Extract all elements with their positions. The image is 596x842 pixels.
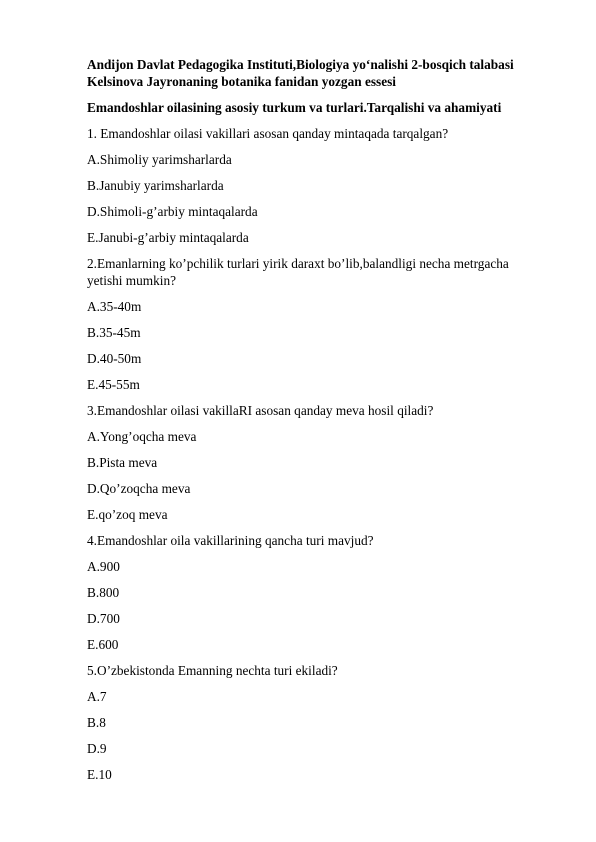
option-3e: E.qo’zoq meva bbox=[87, 507, 168, 522]
question-1: 1. Emandoshlar oilasi vakillari asosan qanday mintaqada tarqalgan? bbox=[87, 126, 449, 141]
option-1a: A.Shimoliy yarimsharlarda bbox=[87, 152, 232, 167]
option-2a: A.35-40m bbox=[87, 299, 142, 314]
question-4: 4.Emandoshlar oila vakillarining qancha turi mavjud? bbox=[87, 533, 374, 548]
option-5a: A.7 bbox=[87, 689, 107, 704]
option-2d: D.40-50m bbox=[87, 351, 142, 366]
option-5e: E.10 bbox=[87, 767, 112, 782]
option-2b: B.35-45m bbox=[87, 325, 141, 340]
question-5: 5.O’zbekistonda Emanning nechta turi ekiladi? bbox=[87, 663, 338, 678]
header-line-2: Kelsinova Jayronaning botanika fanidan yozgan essesi bbox=[87, 74, 396, 89]
header-line-1: Andijon Davlat Pedagogika Instituti,Biologiya yo‘nalishi 2-bosqich talabasi bbox=[87, 57, 514, 72]
question-2-line-1: 2.Emanlarning ko’pchilik turlari yirik daraxt bo’lib,balandligi necha metrgacha bbox=[87, 256, 509, 271]
option-3d: D.Qo’zoqcha meva bbox=[87, 481, 191, 496]
question-3: 3.Emandoshlar oilasi vakillaRI asosan qanday meva hosil qiladi? bbox=[87, 403, 434, 418]
option-1b: B.Janubiy yarimsharlarda bbox=[87, 178, 224, 193]
option-5d: D.9 bbox=[87, 741, 107, 756]
option-2e: E.45-55m bbox=[87, 377, 140, 392]
question-2-line-2: yetishi mumkin? bbox=[87, 273, 177, 288]
topic-title: Emandoshlar oilasining asosiy turkum va turlari.Tarqalishi va ahamiyati bbox=[87, 100, 502, 115]
option-1d: D.Shimoli-g’arbiy mintaqalarda bbox=[87, 204, 258, 219]
option-4e: E.600 bbox=[87, 637, 119, 652]
option-4a: A.900 bbox=[87, 559, 120, 574]
option-3a: A.Yong’oqcha meva bbox=[87, 429, 197, 444]
option-4b: B.800 bbox=[87, 585, 120, 600]
option-5b: B.8 bbox=[87, 715, 106, 730]
option-4d: D.700 bbox=[87, 611, 120, 626]
option-3b: B.Pista meva bbox=[87, 455, 158, 470]
option-1e: E.Janubi-g’arbiy mintaqalarda bbox=[87, 230, 249, 245]
